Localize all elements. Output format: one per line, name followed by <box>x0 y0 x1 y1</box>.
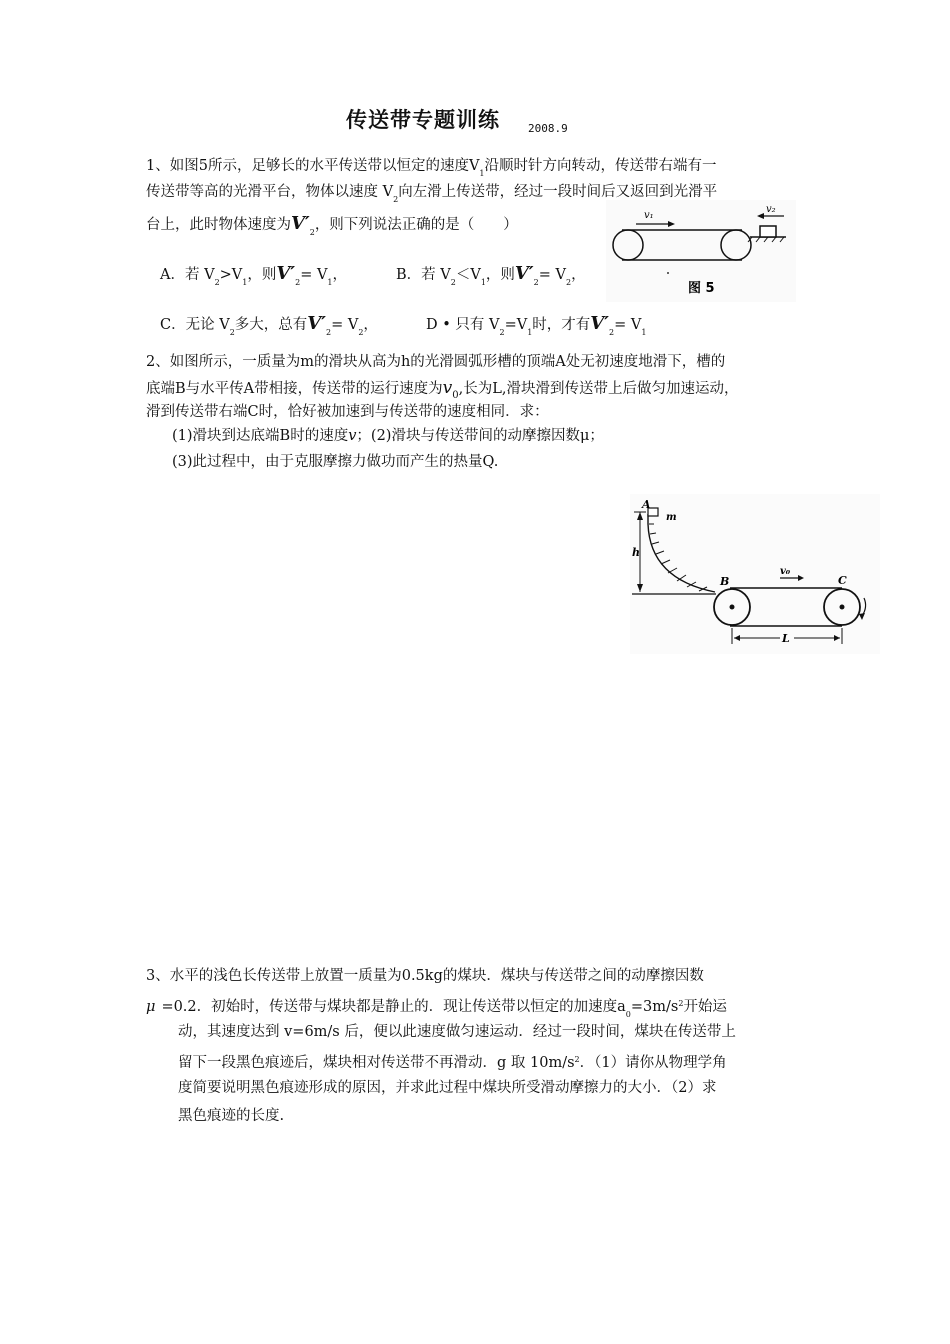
label-L: L <box>782 632 790 645</box>
label-m: m <box>666 512 677 523</box>
q1-option-d: D • 只有 $V_2=V_1$时，才有$V'_2= V_1$ <box>426 313 647 337</box>
q2-line-3: 滑到传送带右端C时，恰好被加速到与传送带的速度相同．求： <box>146 404 549 420</box>
label-C: C <box>838 574 847 587</box>
fig5-v1-label: v₁ <box>644 210 654 221</box>
q1-option-a: A．若 $V_2>V_1$，则$V'_2= V_1$， <box>160 263 348 287</box>
q3-line-5: 度简要说明黑色痕迹形成的原因，并求此过程中煤块所受滑动摩擦力的大小．（2）求 <box>178 1080 717 1096</box>
label-A: A <box>642 498 651 511</box>
q3-line-1: 3、水平的浅色长传送带上放置一质量为0.5kg的煤块．煤块与传送带之间的动摩擦因数 <box>146 968 704 984</box>
date-label: 2008.9 <box>528 122 568 135</box>
q1-option-c: C．无论 $V_2$多大，总有$V'_2= V_2$， <box>160 313 378 337</box>
label-h: h <box>632 546 640 559</box>
q2-line-5: (3)此过程中，由于克服摩擦力做功而产生的热量Q. <box>172 454 499 470</box>
q1-option-b: B．若 $V_2<V_1$，则$V'_2= V_2$， <box>396 263 586 287</box>
figure-5-conveyor <box>606 200 796 302</box>
q2-line-2: 底端B与水平传A带相接，传送带的运行速度为$v_0$,长为L,滑块滑到传送带上后做匀加速运动， <box>146 378 739 401</box>
page-title: 传送带专题训练 <box>346 108 500 132</box>
label-B: B <box>720 575 730 588</box>
q2-line-1: 2、如图所示，一质量为m的滑块从高为h的光滑圆弧形槽的顶端A处无初速度地滑下，槽的 <box>146 354 726 370</box>
label-v0: v₀ <box>780 566 791 577</box>
fig5-v2-label: v₂ <box>766 204 776 215</box>
q1-line-1: 1、如图5所示，足够长的水平传送带以恒定的速度$V_1$沿顺时针方向转动，传送带右端有一 <box>146 158 717 178</box>
q1-line-2: 传送带等高的光滑平台，物体以速度 $V_2$向左滑上传送带，经过一段时间后又返回到光滑平 <box>146 184 718 204</box>
fig5-caption: 图 5 <box>688 281 715 296</box>
q3-line-6: 黑色痕迹的长度. <box>178 1108 285 1124</box>
q1-line-3: 台上，此时物体速度为$V'_2$，则下列说法正确的是（ ） <box>146 213 518 237</box>
q3-line-2: μ =0.2．初始时，传送带与煤块都是静止的．现让传送带以恒定的加速度$a_0=3m/s^2$开始运 <box>146 999 727 1019</box>
block <box>760 226 776 237</box>
q3-line-4: 留下一段黑色痕迹后，煤块相对传送带不再滑动．g 取 $10m/s^2$．（1）请你从物理学角 <box>178 1055 727 1071</box>
q3-line-3: 动，其速度达到 v=6m/s 后，便以此速度做匀速运动．经过一段时间，煤块在传送带上 <box>178 1024 736 1040</box>
figure-q2-ramp-conveyor <box>630 494 880 654</box>
q2-line-4: (1)滑块到达底端B时的速度v；(2)滑块与传送带间的动摩擦因数μ； <box>172 428 604 444</box>
